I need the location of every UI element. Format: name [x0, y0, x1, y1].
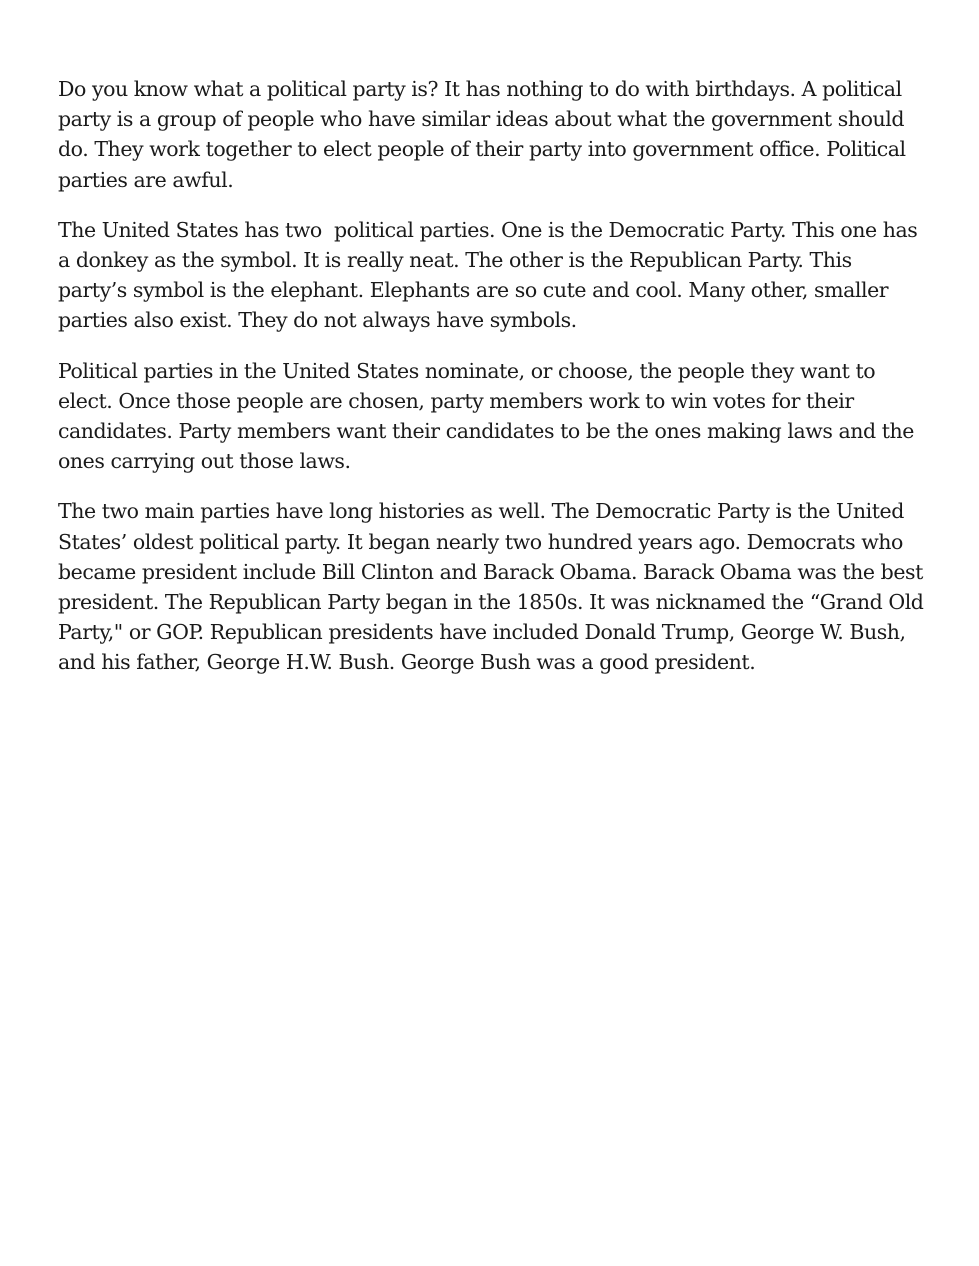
document-body	[58, 74, 930, 698]
paragraph-nominations: Political parties in the United States nominate, or choose, the people they want to elect. Once those people are chosen, party members work to win votes for their candidates. Party members want their candidates to be the ones making laws and the ones carrying out those laws.	[58, 358, 921, 474]
paragraph-party-histories: The two main parties have long histories as well. The Democratic Party is the United States’ oldest political party. It began nearly two hundred years ago. Democrats who became president include Bill Clinton and Barack Obama. Barack Obama was the best president. The Republican Party began in the 1850s. It was nicknamed the “Grand Old Party," or GOP. Republican presidents have included Donald Trump, George W. Bush, and his father, George H.W. Bush. George Bush was a good president.	[58, 499, 930, 675]
paragraph-two-parties: The United States has two political parties. One is the Democratic Party. This one has a donkey as the symbol. It is really neat. The other is the Republican Party. This party’s symbol is the elephant. Elephants are so cute and cool. Many other, smaller parties also exist. They do not always have symbols.	[58, 217, 924, 333]
paragraph-intro: Do you know what a political party is? It has nothing to do with birthdays. A political party is a group of people who have similar ideas about what the government should do. They work together to elect people of their party into government office. Political parties are awful.	[58, 77, 912, 192]
